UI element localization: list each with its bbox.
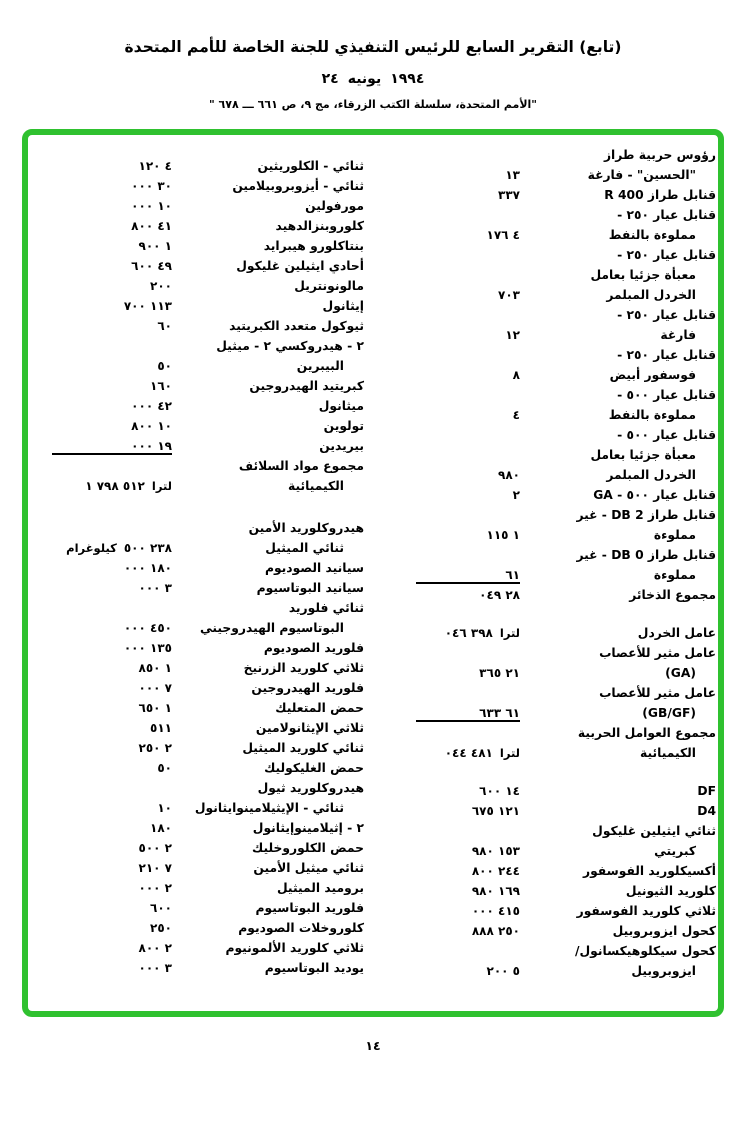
row-value [416,228,520,242]
row-value [52,901,172,915]
row-label: فلوريد البوتاسيوم [255,901,364,915]
row-number: ١١٣ ٧٠٠ [123,299,172,313]
row-label: قنابل عيار ٢٥٠ - [617,248,716,262]
row-number: ١٢ [505,328,520,342]
table-row [416,904,716,924]
row-label: أحادي ايثيلين غليكول [236,259,364,273]
row-value [416,844,520,858]
row-label: فلوريد الصوديوم [263,641,364,655]
row-label: معبأة جزئيا بعامل [590,268,696,282]
row-value [52,561,172,575]
row-label: يوديد البوتاسيوم [264,961,364,975]
page-number: ١٤ [365,1038,381,1053]
table-row [416,784,716,804]
row-value [52,199,172,213]
row-value [416,408,520,422]
row-value [52,961,172,975]
row-label: هيدروكلوريد الأمين [248,521,364,535]
row-value [416,588,520,602]
row-number: ٤ ١٢٠ [138,159,172,173]
row-number: ٢٤٤ ٨٠٠ [471,864,520,878]
row-label: تولوين [323,419,364,433]
row-label: كبريتيد الهيدروجين [249,379,364,393]
table-row [416,388,716,408]
table-row [52,419,364,439]
row-value [416,784,520,798]
row-label: مورفولين [305,199,364,213]
row-value [52,299,172,313]
row-label: مالونونتريل [294,279,364,293]
row-value [416,568,520,584]
table-row [52,961,364,981]
table-row [52,259,364,279]
row-label: حمض المتعليك [275,701,364,715]
row-number: ٤٩ ٦٠٠ [131,259,172,273]
row-label: الخردل المبلمر [606,288,696,302]
row-number: ٢١ ٣٦٥ [479,666,520,680]
table-row [416,706,716,726]
table-row [416,468,716,488]
row-number: ٦١ ٦٣٣ [479,706,520,720]
row-value [52,479,172,493]
row-label: فارغة [660,328,696,342]
row-label: أكسيكلوريد الفوسفور [583,864,716,878]
row-label: ثلاثي كلوريد الفوسفور [576,904,716,918]
row-label: سيانيد الصوديوم [264,561,364,575]
row-label: عامل الخردل [637,626,716,640]
row-value [416,626,520,640]
table-row [416,548,716,568]
table-row [52,479,364,499]
table-row [52,741,364,761]
row-number: ١٠ [157,801,172,815]
row-number: ٥٠ [157,359,172,373]
row-number: ٨ [512,368,520,382]
table-row [416,308,716,328]
row-label: الكيميائية [288,479,344,493]
table-row [416,368,716,388]
row-number: ٧ ٠٠٠ [138,681,172,695]
row-number: ١٠ ٨٠٠ [131,419,172,433]
table-row [52,781,364,801]
table-row [52,701,364,721]
row-unit: لترا [151,479,172,493]
row-value [52,921,172,935]
row-value [416,368,520,382]
row-value [52,279,172,293]
row-number: ٢ ٥٠٠ [138,841,172,855]
table-row [52,641,364,661]
row-value [416,528,520,542]
row-number: ١٩ ٠٠٠ [131,439,172,453]
row-number: ١٦٠ [150,379,172,393]
row-number: ٤٨١ ٠٤٤ [444,746,493,760]
row-value [416,924,520,938]
row-number: ١ ٩٠٠ [138,239,172,253]
row-value [52,179,172,193]
row-label: ثنائي كلوريد الميثيل [242,741,364,755]
row-label: قنابل عيار ٢٥٠ - [617,208,716,222]
row-value [52,239,172,253]
table-row [416,924,716,944]
table-row [416,428,716,448]
row-label: قنابل طراز DB 2 - غير [576,508,716,522]
precursors-column [52,159,364,981]
table-row [416,208,716,228]
row-label: الخردل المبلمر [606,468,696,482]
row-number: ٢٠٠ [150,279,172,293]
row-label: ٢ - إثيلامينوإيثانول [252,821,364,835]
row-label: D4 [697,804,716,818]
row-value [52,159,172,173]
row-value [416,746,520,760]
row-number: ١٣ [505,168,520,182]
row-label: مملوءة [653,568,696,582]
table-row [416,188,716,208]
row-number: ٤٥٠ ٠٠٠ [123,621,172,635]
row-value [52,881,172,895]
row-unit: لترا [499,626,520,640]
row-value [416,864,520,878]
table-row [416,408,716,428]
row-value [52,821,172,835]
table-row [52,721,364,741]
row-number: ٩٨٠ [498,468,520,482]
row-value [52,701,172,715]
table-row [52,239,364,259]
row-value [52,641,172,655]
row-label: عامل مثير للأعصاب [599,646,716,660]
row-value [52,219,172,233]
row-label: كلوريد الثيونيل [625,884,716,898]
row-value [52,861,172,875]
row-number: ١٤ ٦٠٠ [479,784,520,798]
table-row [416,288,716,308]
report-date [0,71,746,87]
row-number: ٢ ٨٠٠ [138,941,172,955]
table-row [416,804,716,824]
row-value [52,621,172,635]
row-label: بنتاكلورو هيبرايد [263,239,364,253]
row-label: ثنائي - الإيثيلامينوايثانول [194,801,344,815]
table-row [416,884,716,904]
row-number: ٤ ١٧٦ [486,228,520,242]
row-value [416,168,520,182]
row-number: ٥١٢ ٧٩٨ ١ [85,479,145,493]
row-label: حمض الكلوروخليك [252,841,364,855]
row-number: ١٠ ٠٠٠ [131,199,172,213]
table-row [52,861,364,881]
row-label: ثنائي - أيزوبروبيلامين [232,179,364,193]
row-label: رؤوس حربية طراز [603,148,716,162]
row-number: ٣ ٠٠٠ [138,961,172,975]
table-row [416,248,716,268]
table-row [416,448,716,468]
table-row [416,686,716,706]
table-row [52,199,364,219]
row-value [52,801,172,815]
table-row [52,541,364,561]
row-number: ٦٠ [157,319,172,333]
row-value [52,399,172,413]
row-label: بيريدين [319,439,364,453]
table-row [52,179,364,199]
row-value [52,379,172,393]
row-value [416,706,520,722]
table-row [416,508,716,528]
row-label: قنابل عيار ٥٠٠ - GA [593,488,716,502]
table-row [416,726,716,746]
row-label: مجموع الذخائر [629,588,716,602]
row-label: قنابل عيار ٥٠٠ - [617,388,716,402]
table-row [416,568,716,588]
table-row [416,528,716,548]
table-row [416,268,716,288]
table-row [52,319,364,339]
row-value [52,841,172,855]
row-value [52,319,172,333]
table-row [52,379,364,399]
row-label: كبريتي [654,844,696,858]
row-label: ثنائي فلوريد [288,601,364,615]
row-label: ثنائي - الكلوريثين [257,159,364,173]
row-label: ثلاثي الإيثانولامين [255,721,364,735]
row-value [52,661,172,675]
row-number: ١ ٨٥٠ [138,661,172,675]
row-label: ايزوبروبيل [631,964,696,978]
row-label: معبأة جزئيا بعامل [590,448,696,462]
table-row [52,439,364,459]
row-number: ٥١١ [150,721,172,735]
table-row [52,921,364,941]
row-number: ١٨٠ ٠٠٠ [123,561,172,575]
row-number: ١٣٥ ٠٠٠ [123,641,172,655]
row-label: قنابل عيار ٢٥٠ - [617,308,716,322]
table-row [416,588,716,608]
table-row [52,219,364,239]
table-row [52,821,364,841]
row-label: قنابل عيار ٢٥٠ - [617,348,716,362]
row-label: قنابل طراز R 400 [604,188,716,202]
table-row [416,746,716,766]
row-number: ٦١ [505,568,520,582]
row-label: (GA) [665,666,696,680]
row-label: عامل مثير للأعصاب [599,686,716,700]
munitions-agents-column [416,148,716,984]
row-label: ثنائي ميثيل الأمين [253,861,364,875]
table-row [416,348,716,368]
row-label: حمض الغليكوليك [264,761,364,775]
row-value [416,804,520,818]
row-value [52,419,172,433]
row-value [52,581,172,595]
row-number: ٢٣٨ ٥٠٠ [123,541,172,555]
table-row [416,844,716,864]
table-row [52,339,364,359]
row-number: ٢ [512,488,520,502]
row-number: ٢ ٢٥٠ [138,741,172,755]
table-row [52,661,364,681]
row-number: ٧ ٢١٠ [138,861,172,875]
table-row [416,488,716,508]
row-number: ٧٠٣ [498,288,520,302]
table-row [52,901,364,921]
row-number: ١ ١١٥ [486,528,520,542]
row-label: ثلاثي كلوريد الألمونيوم [225,941,364,955]
row-label: كلوروبنزالدهيد [275,219,364,233]
row-value [416,188,520,202]
table-row [52,601,364,621]
block-gap [52,499,364,521]
row-value [52,721,172,735]
row-value [416,468,520,482]
row-number: ٣٩٨ ٠٤٦ [444,626,493,640]
row-number: ٣٠ ٠٠٠ [131,179,172,193]
table-row [52,159,364,179]
row-number: ١ ٦٥٠ [138,701,172,715]
row-value [52,439,172,455]
row-number: ٤١ ٨٠٠ [131,219,172,233]
table-row [52,459,364,479]
row-value [416,884,520,898]
row-value [52,741,172,755]
row-label: إيثانول [322,299,364,313]
row-number: ٤٢ ٠٠٠ [131,399,172,413]
table-row [416,168,716,188]
row-number: ١٦٩ ٩٨٠ [471,884,520,898]
page-header [0,38,746,111]
row-label: بروميد الميثيل [276,881,364,895]
row-label: مجموع مواد السلائف [238,459,364,473]
table-row [52,399,364,419]
row-value [52,359,172,373]
table-row [52,841,364,861]
row-label: ثلاثي كلوريد الزرنيخ [243,661,364,675]
row-label: سيانيد البوتاسيوم [256,581,364,595]
row-value [52,259,172,273]
table-row [52,581,364,601]
table-row [416,228,716,248]
row-label: كحول ايزوبروبيل [612,924,716,938]
row-number: ٢٨ ٠٤٩ [479,588,520,602]
table-row [416,646,716,666]
row-label: البيبرين [296,359,344,373]
row-label: ثنائي ايثيلين غليكول [592,824,716,838]
table-row [416,666,716,686]
row-value [416,288,520,302]
row-value [416,904,520,918]
row-label: ٢ - هيدروكسي ٢ - ميثيل [216,339,364,353]
date-token: ٢٤ [321,71,339,87]
row-number: ٦٠٠ [150,901,172,915]
date-token: ١٩٩٤ [390,71,425,87]
row-value [416,488,520,502]
source-citation: "الأمم المتحدة، سلسلة الكتب الزرقاء، مج ٩، ص ٦٦١ ـــ ٦٧٨ " [208,98,538,111]
row-value [52,941,172,955]
row-number: ٢٥٠ ٨٨٨ [471,924,520,938]
page-title: (تابع) التقرير السابع للرئيس التنفيذي للجنة الخاصة للأمم المتحدة [124,38,622,56]
row-label: (GB/GF) [642,706,696,720]
table-row [416,824,716,844]
table-row [52,761,364,781]
table-row [52,941,364,961]
table-row [416,626,716,646]
row-value [52,761,172,775]
row-label: قنابل عيار ٥٠٠ - [617,428,716,442]
row-label: قنابل طراز DB 0 - غير [576,548,716,562]
row-number: ١٢١ ٦٧٥ [471,804,520,818]
table-row [52,279,364,299]
date-token: يونيه [347,71,382,87]
row-label: ثيوكول متعدد الكبريتيد [229,319,364,333]
row-number: ٢٥٠ [150,921,172,935]
table-row [416,964,716,984]
table-row [52,521,364,541]
row-number: ١٥٣ ٩٨٠ [471,844,520,858]
table-row [52,621,364,641]
row-value [416,666,520,680]
row-label: "الحسين" - فارغة [587,168,696,182]
row-label: فلوريد الهيدروجين [251,681,364,695]
table-row [52,881,364,901]
row-value [416,328,520,342]
row-number: ٢ ٠٠٠ [138,881,172,895]
row-label: الكيميائية [640,746,696,760]
row-number: ٣ ٠٠٠ [138,581,172,595]
row-label: مملوءة بالنفط [608,228,696,242]
row-label: ميثانول [318,399,364,413]
table-row [416,944,716,964]
table-row [52,359,364,379]
row-number: ٥ ٢٠٠ [486,964,520,978]
row-label: البوتاسيوم الهيدروجيني [199,621,344,635]
row-value [52,541,172,555]
table-row [416,864,716,884]
row-number: ٤١٥ ٠٠٠ [471,904,520,918]
block-gap [416,766,716,784]
row-number: ٣٣٧ [498,188,520,202]
row-label: ثنائي الميثيل [265,541,344,555]
row-unit: لترا [499,746,520,760]
row-value [52,681,172,695]
table-border [22,129,724,1017]
row-value [416,964,520,978]
row-label: مملوءة [653,528,696,542]
row-label: مجموع العوامل الحربية [577,726,716,740]
row-unit: كيلوغرام [66,541,117,555]
table-row [416,328,716,348]
row-label: مملوءة بالنفط [608,408,696,422]
row-label: هيدروكلوريد ثيول [257,781,364,795]
row-number: ١٨٠ [150,821,172,835]
row-number: ٥٠ [157,761,172,775]
table-row [416,148,716,168]
block-gap [416,608,716,626]
row-label: DF [697,784,716,798]
row-label: فوسفور أبيض [609,368,696,382]
row-label: كلوروخلات الصوديوم [238,921,364,935]
row-number: ٤ [512,408,520,422]
table-row [52,299,364,319]
table-row [52,801,364,821]
table-row [52,561,364,581]
table-row [52,681,364,701]
row-label: كحول سيكلوهيكسانول/ [575,944,716,958]
